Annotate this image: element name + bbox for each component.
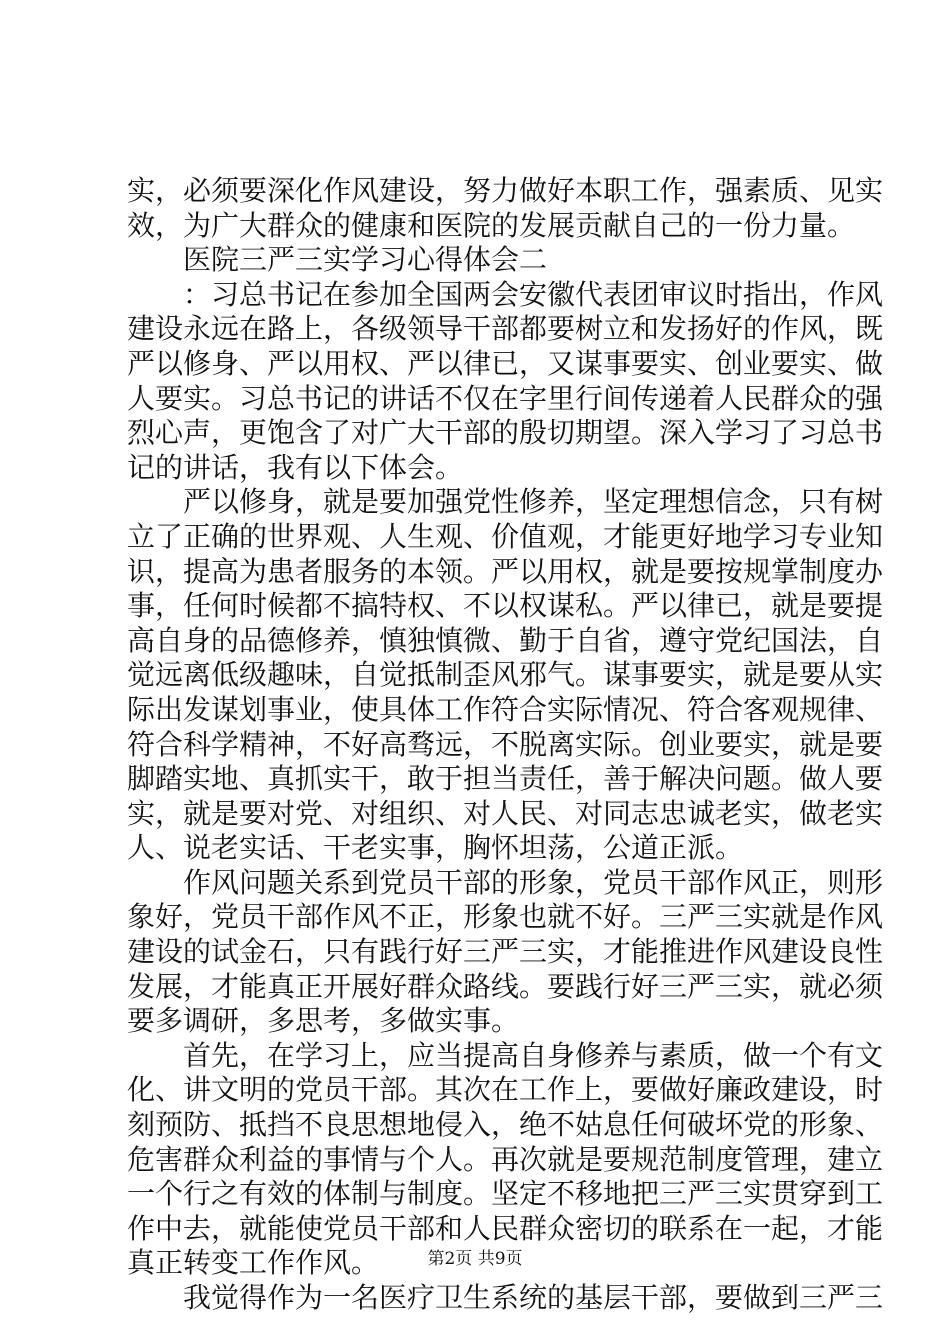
text-line: 刻预防、抵挡不良思想地侵入，绝不姑息任何破坏党的形象、 xyxy=(127,1108,884,1142)
text-line: 际出发谋划事业，使具体工作符合实际情况、符合客观规律、 xyxy=(127,692,884,726)
text-line: 化、讲文明的党员干部。其次在工作上，要做好廉政建设，时 xyxy=(127,1073,884,1107)
text-line: 发展，才能真正开展好群众路线。要践行好三严三实，就必须 xyxy=(127,969,884,1003)
text-line: 人要实。习总书记的讲话不仅在字里行间传递着人民群众的强 xyxy=(127,381,884,415)
text-line: ：习总书记在参加全国两会安徽代表团审议时指出，作风 xyxy=(183,277,884,311)
text-line: 建设永远在路上，各级领导干部都要树立和发扬好的作风，既 xyxy=(127,312,884,346)
text-line: 严以修身，就是要加强党性修养，坚定理想信念，只有树 xyxy=(183,485,884,519)
page-footer: 第2页 共9页 xyxy=(427,1249,523,1269)
text-line: 首先，在学习上，应当提高自身修养与素质，做一个有文 xyxy=(183,1038,884,1072)
text-line: 识，提高为患者服务的本领。严以用权，就是要按规掌制度办 xyxy=(127,554,884,588)
text-line: 要多调研，多思考，多做实事。 xyxy=(127,1004,520,1038)
text-line: 立了正确的世界观、人生观、价值观，才能更好地学习专业知 xyxy=(127,519,884,553)
text-line: 记的讲话，我有以下体会。 xyxy=(127,450,464,484)
text-line: 作中去，就能使党员干部和人民群众密切的联系在一起，才能 xyxy=(127,1211,884,1245)
text-line: 医院三严三实学习心得体会二 xyxy=(183,243,548,277)
text-line: 实，就是要对党、对组织、对人民、对同志忠诚老实，做老实 xyxy=(127,796,884,830)
text-line: 事，任何时候都不搞特权、不以权谋私。严以律已，就是要提 xyxy=(127,589,884,623)
text-line: 真正转变工作作风。 xyxy=(127,1246,380,1280)
text-line: 人、说老实话、干老实事，胸怀坦荡，公道正派。 xyxy=(127,831,744,865)
text-line: 危害群众利益的事情与个人。再次就是要规范制度管理，建立 xyxy=(127,1142,884,1176)
text-line: 严以修身、严以用权、严以律已，又谋事要实、创业要实、做 xyxy=(127,346,884,380)
text-line: 烈心声，更饱含了对广大干部的殷切期望。深入学习了习总书 xyxy=(127,416,884,450)
text-line: 符合科学精神，不好高骛远，不脱离实际。创业要实，就是要 xyxy=(127,727,884,761)
text-line: 建设的试金石，只有践行好三严三实，才能推进作风建设良性 xyxy=(127,935,884,969)
text-line: 一个行之有效的体制与制度。坚定不移地把三严三实贯穿到工 xyxy=(127,1177,884,1211)
text-line: 脚踏实地、真抓实干，敢于担当责任，善于解决问题。做人要 xyxy=(127,762,884,796)
text-line: 象好，党员干部作风不正，形象也就不好。三严三实就是作风 xyxy=(127,900,884,934)
text-line: 我觉得作为一名医疗卫生系统的基层干部，要做到三严三 xyxy=(183,1281,884,1314)
document-body xyxy=(127,174,884,1316)
text-line: 效，为广大群众的健康和医院的发展贡献自己的一份力量。 xyxy=(127,208,856,242)
text-line: 实，必须要深化作风建设，努力做好本职工作，强素质、见实 xyxy=(127,174,884,207)
text-line: 高自身的品德修养，慎独慎微、勤于自省，遵守党纪国法，自 xyxy=(127,623,884,657)
text-line: 作风问题关系到党员干部的形象，党员干部作风正，则形 xyxy=(183,865,884,899)
text-line: 觉远离低级趣味，自觉抵制歪风邪气。谋事要实，就是要从实 xyxy=(127,658,884,692)
